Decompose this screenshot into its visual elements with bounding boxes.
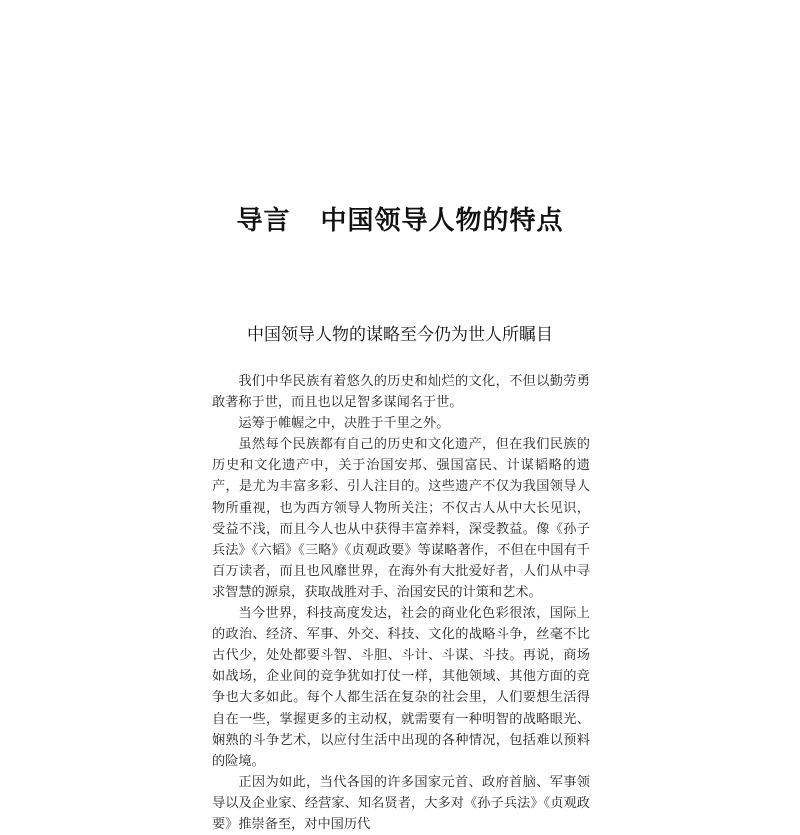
paragraph: 当今世界，科技高度发达，社会的商业化色彩很浓，国际上的政治、经济、军事、外交、科技、文化的战略斗争，丝毫不比古代少，处处都要斗智、斗胆、斗计、斗谋、斗技。再说，商场如战场，企业间的竞争犹如打仗一样，其他领域、其他方面的竞争也大多如此。每个人都生活在复杂的社会里，人们要想生活得自在一些，掌握更多的主动权，就需要有一种明智的战略眼光、娴熟的斗争艺术，以应付生活中出现的各种情况，包括难以预料的险境。 xyxy=(212,606,590,769)
chapter-label: 导言 xyxy=(236,206,291,236)
chapter-heading xyxy=(0,200,800,237)
paragraph: 虽然每个民族都有自己的历史和文化遗产，但在我们民族的历史和文化遗产中，关于治国安邦、强国富民、计谋韬略的遗产，是尤为丰富多彩、引人注目的。这些遗产不仅为我国领导人物所重视，也为西方领导人物所关注；不仅古人从中大长见识，受益不浅，而且今人也从中获得丰富养料，深受教益。像《孙子兵法》《六韬》《三略》《贞观政要》等谋略著作，不但在中国有千百万读者，而且也风靡世界，在海外有大批爱好者，人们从中寻求智慧的源泉，获取战胜对手、治国安民的计策和艺术。 xyxy=(212,437,590,600)
paragraph: 运筹于帷幄之中，决胜于千里之外。 xyxy=(238,416,450,432)
paragraph: 我们中华民族有着悠久的历史和灿烂的文化，不但以勤劳勇敢著称于世，而且也以足智多谋闻名于世。 xyxy=(212,374,590,411)
paragraph: 正因为如此，当代各国的许多国家元首、政府首脑、军事领导以及企业家、经营家、知名贤者，大多对《孙子兵法》《贞观政要》推崇备至，对中国历代 xyxy=(212,774,590,832)
body-text xyxy=(212,371,590,835)
chapter-title: 中国领导人物的特点 xyxy=(320,206,564,236)
section-heading: 中国领导人物的谋略至今仍为世人所瞩目 xyxy=(247,325,553,345)
